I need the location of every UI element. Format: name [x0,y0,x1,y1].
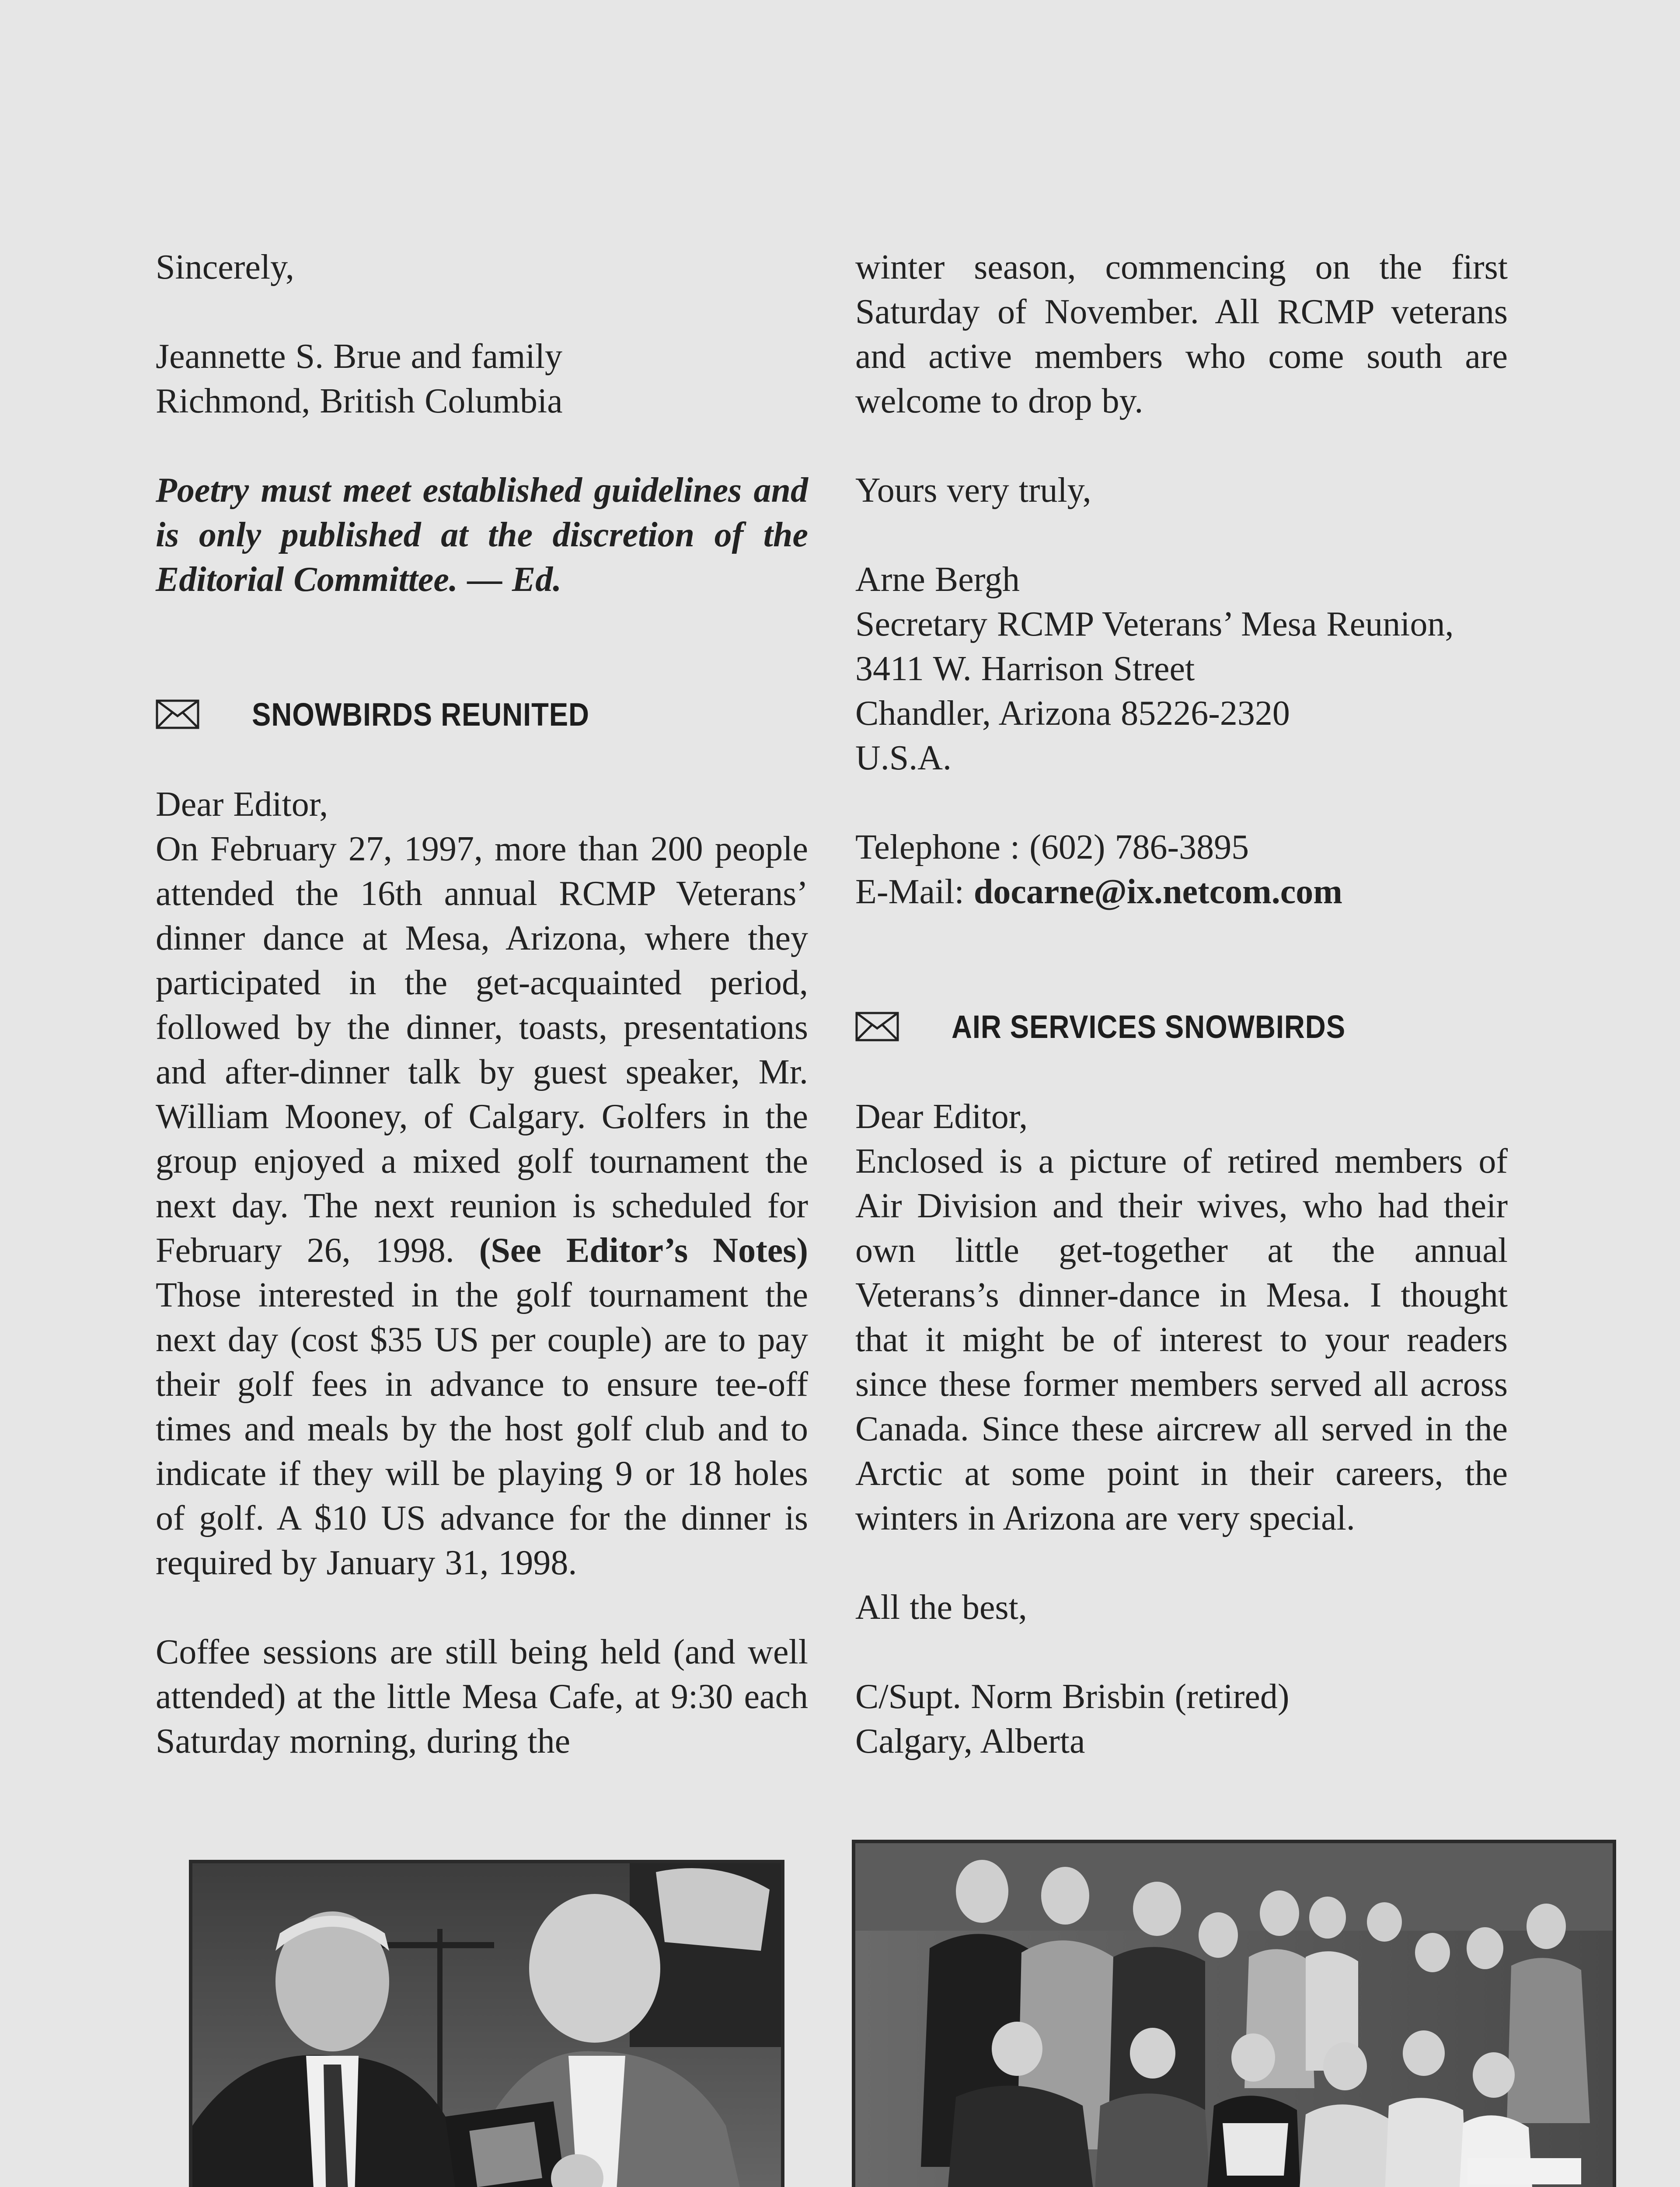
telephone: Telephone : (602) 786-3895 [855,828,1249,866]
email-line [855,870,1508,914]
signature-line: Calgary, Alberta [855,1722,1085,1761]
salutation: Dear Editor, [156,785,328,824]
photo-illustration [192,1863,781,2187]
envelope-icon [855,1012,899,1041]
section-heading-snowbirds-reunited [156,691,808,737]
signature-line: 3411 W. Harrison Street [855,650,1195,688]
email-address[interactable]: docarne@ix.netcom.com [973,873,1342,911]
editor-note: Poetry must meet established guidelines and is only published at the discretion of the Editorial Committee. — Ed. [156,471,808,599]
salutation: Dear Editor, [855,1097,1028,1136]
email-label: E-Mail: [855,873,974,911]
signature-line: Chandler, Arizona 85226-2320 [855,694,1290,733]
closing-sincerely: Sincerely, [156,248,294,286]
signature-line: Richmond, British Columbia [156,382,563,420]
right-column [855,245,1508,1808]
body-text: On February 27, 1997, more than 200 people attended the 16th annual RCMP Veterans’ dinner dance at Mesa, Arizona, where they participated in the get-acquainted period, followed by the dinner, toasts, presentations and after-dinner talk by guest speaker, Mr. William Mooney, of Calgary. Golfers in the group enjoyed a mixed golf tournament the next day. The next reunion is scheduled for February 26, 1998. [156,830,808,1270]
contact-info [855,825,1508,914]
letter-body [156,827,808,1585]
group-photo [852,1840,1616,2187]
presentation-photo [189,1860,784,2187]
signature-line: Arne Bergh [855,560,1020,599]
section-title: AIR SERVICES SNOWBIRDS [952,1008,1346,1045]
letter-continuation: winter season, commencing on the first Saturday of November. All RCMP veterans and active members who come south are welcome to drop by. [855,248,1508,420]
closing-all-the-best: All the best, [855,1588,1027,1627]
letter-signature-brisbin [855,1674,1508,1764]
signature-line: C/Supt. Norm Brisbin (retired) [855,1677,1290,1716]
editors-notes-reference: (See Editor’s Notes) [479,1231,808,1270]
closing-yours-truly: Yours very truly, [855,471,1091,510]
section-title: SNOWBIRDS REUNITED [252,696,589,733]
left-column [156,245,808,1808]
letter-body: Enclosed is a picture of retired members of Air Division and their wives, who had their own little get-together at the annual Veterans’s dinner-dance in Mesa. I thought that it might be of interest to your readers since these former members served all across Canada. Since these aircrew all served in the Arctic at some point in their careers, the winters in Arizona are very special. [855,1142,1508,1537]
envelope-icon [156,699,199,729]
coffee-paragraph: Coffee sessions are still being held (and well attended) at the little Mesa Cafe, at 9:30 each Saturday morning, during the [156,1633,808,1761]
signature-line: Jeannette S. Brue and family [156,337,562,376]
letter-signature-brue [156,334,808,423]
photo-illustration [855,1843,1613,2187]
signature-line: U.S.A. [855,739,952,777]
signature-line: Secretary RCMP Veterans’ Mesa Reunion, [855,605,1454,643]
letter-signature-bergh [855,557,1508,780]
body-text: Those interested in the golf tournament the next day (cost $35 US per couple) are to pay their golf fees in advance to ensure tee-off times and meals by the host golf club and to indicate if they will be playing 9 or 18 holes of golf. A $10 US advance for the dinner is required by January 31, 1998. [156,1276,808,1582]
section-heading-air-services-snowbirds [855,1003,1508,1050]
